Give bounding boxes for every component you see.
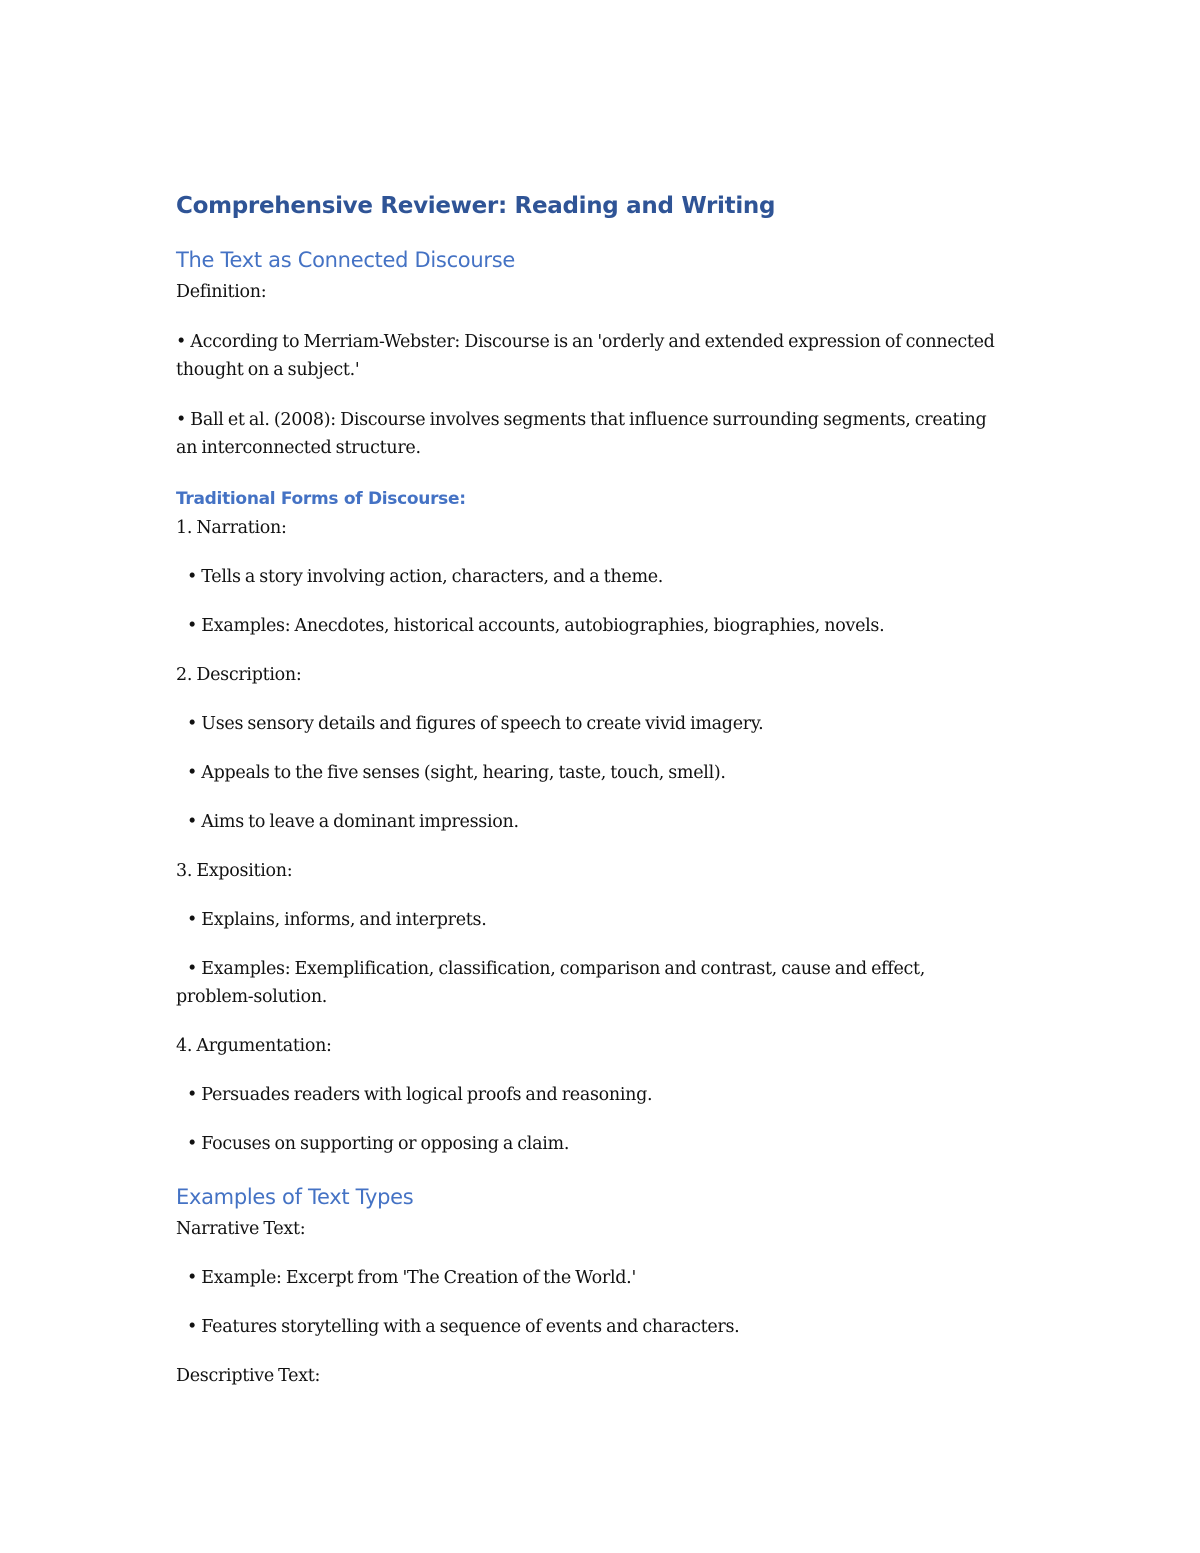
definition-label: Definition: (176, 282, 267, 302)
form-label-description: 2. Description: (176, 665, 302, 685)
subheading-traditional-forms: Traditional Forms of Discourse: (176, 489, 466, 509)
list-item: • Tells a story involving action, characters, and a theme. (187, 567, 664, 587)
list-item: • Features storytelling with a sequence of events and characters. (187, 1317, 740, 1337)
form-label-argumentation: 4. Argumentation: (176, 1036, 332, 1056)
document-body (176, 186, 996, 1390)
list-item: • Example: Excerpt from 'The Creation of the World.' (187, 1268, 636, 1288)
form-label-narration: 1. Narration: (176, 518, 287, 538)
list-item: • Uses sensory details and figures of speech to create vivid imagery. (187, 714, 764, 734)
list-item (176, 955, 996, 1011)
list-item: • Focuses on supporting or opposing a claim. (187, 1134, 570, 1154)
list-item: • Explains, informs, and interprets. (187, 910, 487, 930)
section-heading-connected-discourse: The Text as Connected Discourse (176, 248, 515, 272)
document-title: Comprehensive Reviewer: Reading and Writing (176, 193, 776, 219)
list-item: • Persuades readers with logical proofs and reasoning. (187, 1085, 653, 1105)
definition-bullet-ball-et-al: • Ball et al. (2008): Discourse involves segments that influence surrounding segments, creating an interconnected structure. (176, 410, 987, 458)
form-label-exposition: 3. Exposition: (176, 861, 293, 881)
definition-bullet-merriam-webster: • According to Merriam-Webster: Discourse is an 'orderly and extended expression of connected thought on a subject.' (176, 332, 995, 380)
list-item: • Aims to leave a dominant impression. (187, 812, 519, 832)
descriptive-text-label: Descriptive Text: (176, 1366, 321, 1386)
narrative-text-label: Narrative Text: (176, 1219, 306, 1239)
list-item: • Appeals to the five senses (sight, hearing, taste, touch, smell). (187, 763, 726, 783)
list-item-text: • Examples: Exemplification, classification, comparison and contrast, cause and effect, problem-solution. (176, 959, 926, 1007)
section-heading-text-types: Examples of Text Types (176, 1185, 414, 1209)
list-item: • Examples: Anecdotes, historical accounts, autobiographies, biographies, novels. (187, 616, 885, 636)
